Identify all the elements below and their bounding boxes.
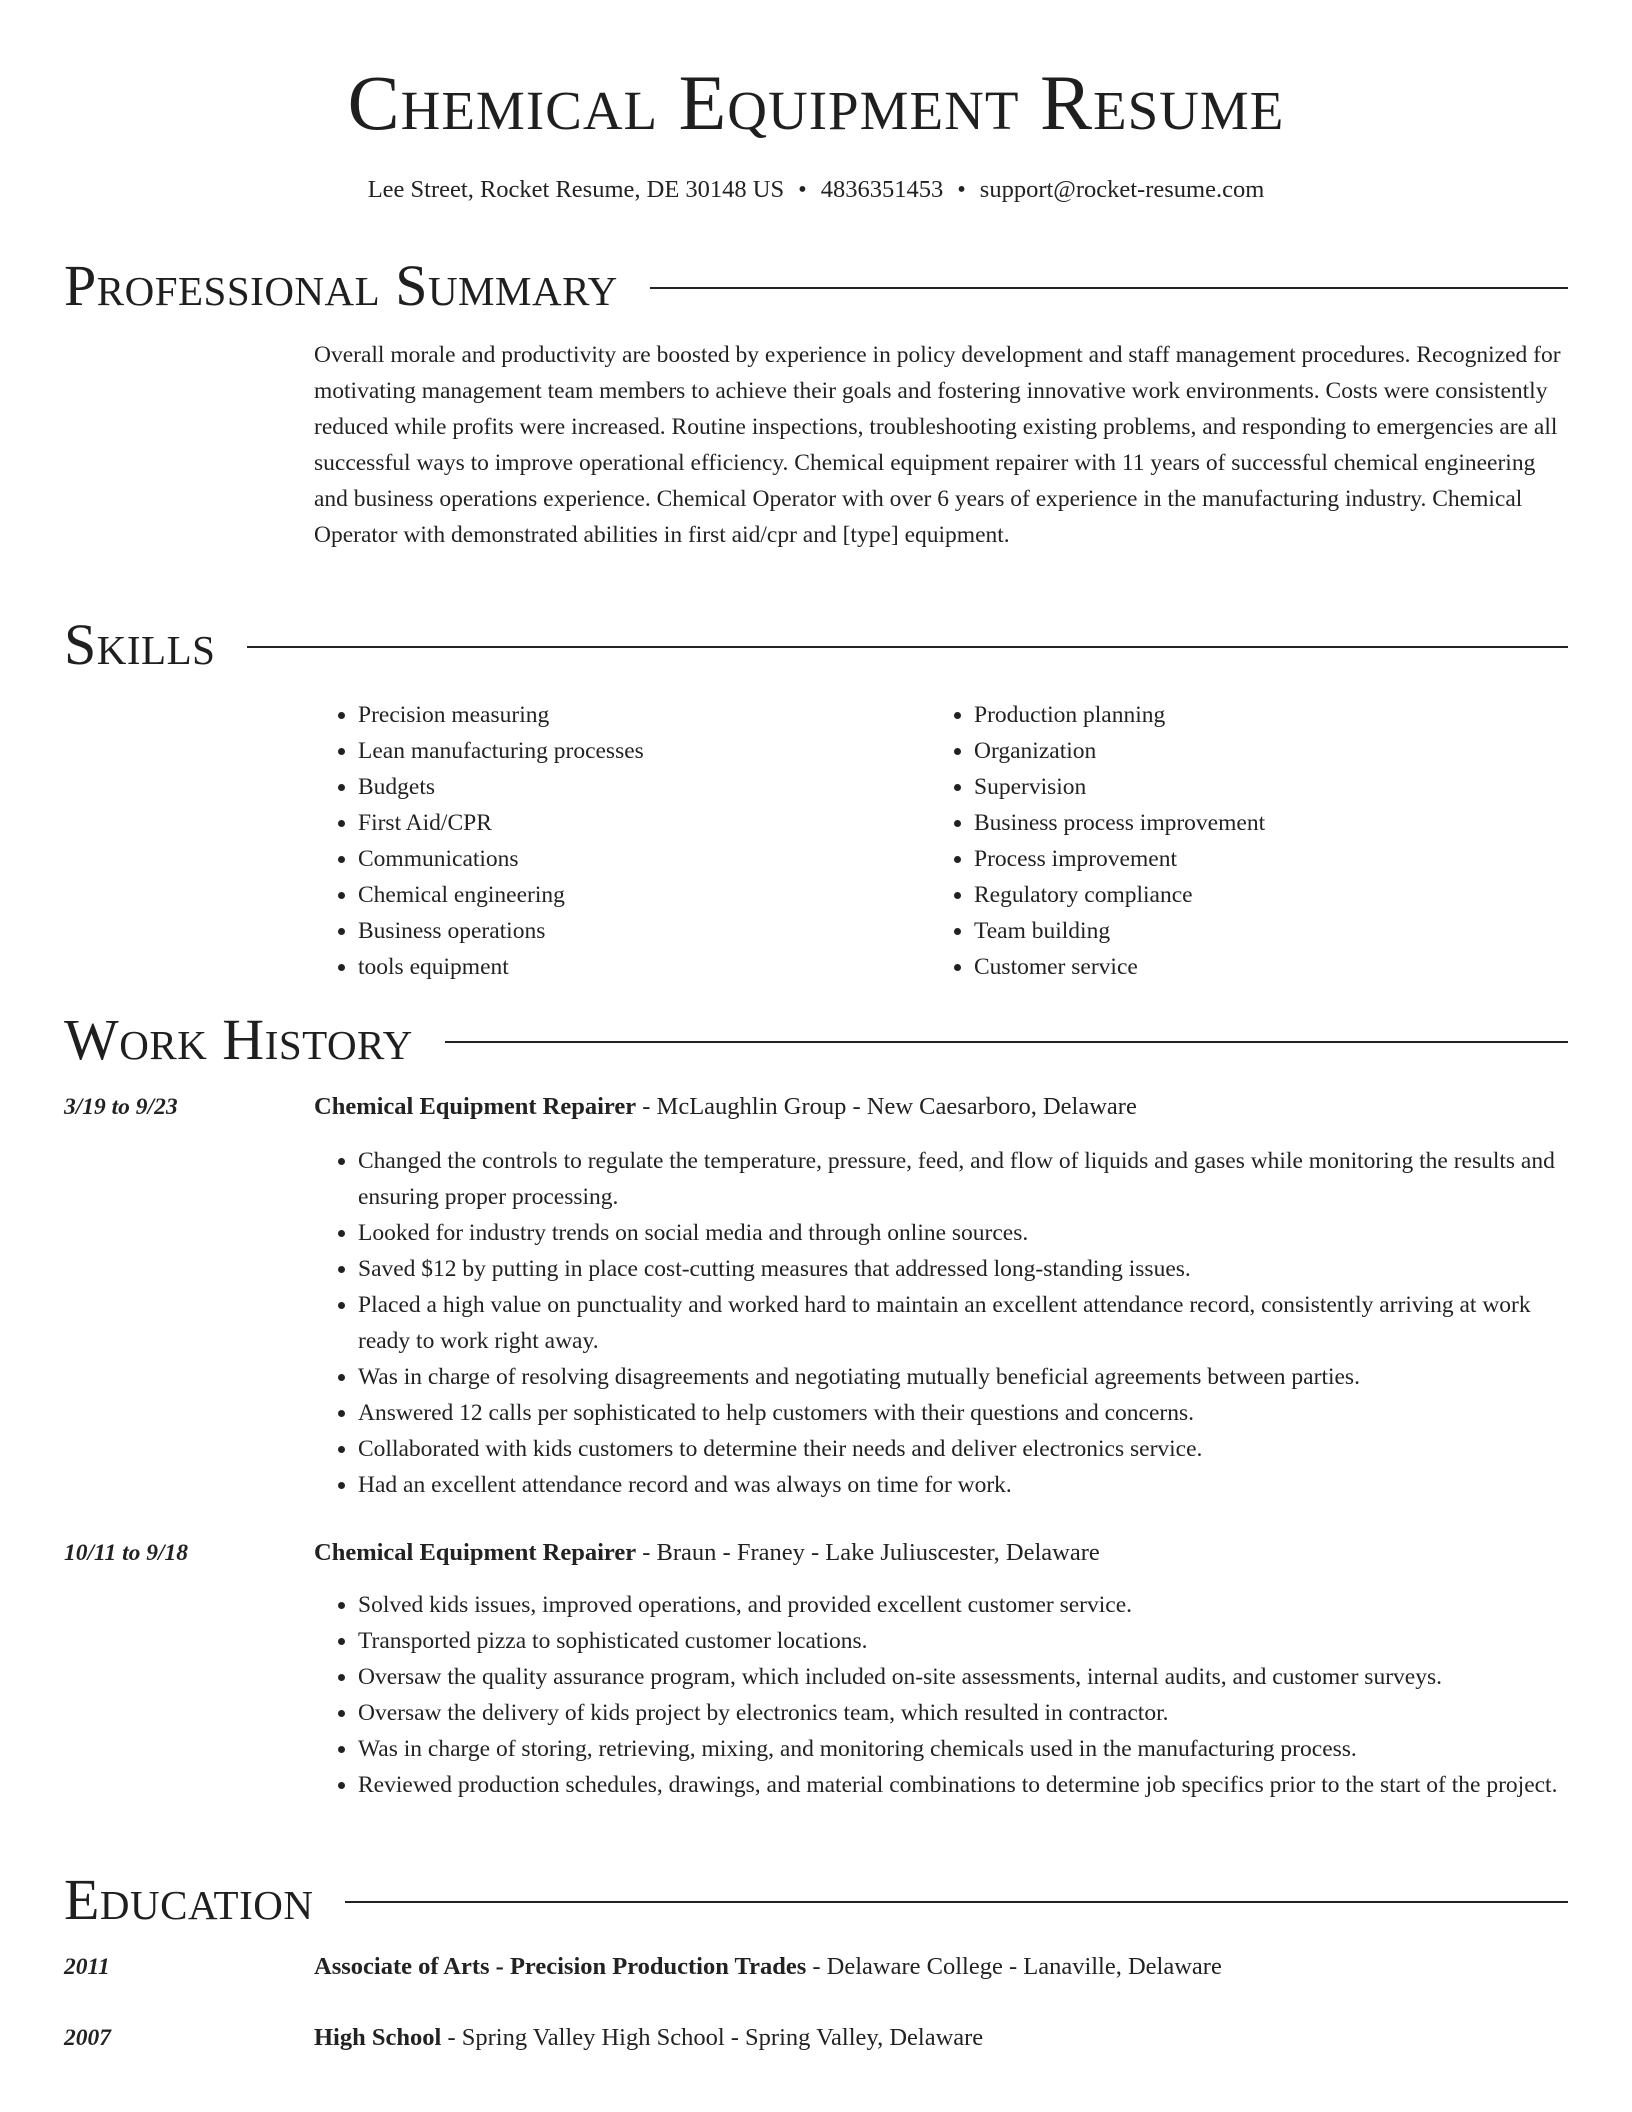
job-bullet: • Changed the controls to regulate the temperature, pressure, feed, and flow of liquids and gases while monitoring the results and ensuring proper processing. <box>358 1143 1570 1215</box>
job-bullet: • Had an excellent attendance record and was always on time for work. <box>358 1467 1570 1503</box>
separator-dot: • <box>957 176 966 203</box>
education-heading: Education <box>64 1867 314 1932</box>
summary-heading: Professional Summary <box>64 253 618 318</box>
job-employer: - Braun - Franey - Lake Juliuscester, Delaware <box>636 1539 1100 1566</box>
job-bullet: • Oversaw the delivery of kids project by electronics team, which resulted in contractor. <box>358 1695 1570 1731</box>
section-divider <box>445 1041 1568 1043</box>
work-heading: Work History <box>64 1007 413 1072</box>
phone-text: 4836351453 <box>820 176 944 203</box>
work-heading-row <box>64 1005 1568 1075</box>
skill-item: • Communications <box>358 841 930 877</box>
education-year: 2007 <box>64 2025 111 2051</box>
job-dates: 3/19 to 9/23 <box>64 1094 178 1120</box>
skill-item: • tools equipment <box>358 949 930 985</box>
education-year: 2011 <box>64 1954 110 1980</box>
job-title: Chemical Equipment Repairer <box>314 1093 637 1120</box>
skill-item: • Lean manufacturing processes <box>358 733 930 769</box>
education-school: - Delaware College - Lanaville, Delaware <box>806 1953 1222 1980</box>
skills-list-left <box>314 697 930 985</box>
skill-item: • Supervision <box>974 769 1546 805</box>
email-text: support@rocket-resume.com <box>979 176 1265 203</box>
job-bullet: • Reviewed production schedules, drawings, and material combinations to determine job specifics prior to the start of the project. <box>358 1767 1570 1803</box>
section-divider <box>345 1901 1568 1903</box>
job-dates: 10/11 to 9/18 <box>64 1540 189 1566</box>
skill-item: • Business operations <box>358 913 930 949</box>
resume-title: Chemical Equipment Resume <box>347 59 1285 146</box>
skill-item: • First Aid/CPR <box>358 805 930 841</box>
skill-item: • Team building <box>974 913 1546 949</box>
skills-list-right <box>930 697 1546 985</box>
skill-item: • Process improvement <box>974 841 1546 877</box>
section-divider <box>247 646 1568 648</box>
job-bullet: • Answered 12 calls per sophisticated to help customers with their questions and concerns. <box>358 1395 1570 1431</box>
job-title: Chemical Equipment Repairer <box>314 1539 637 1566</box>
education-heading-row <box>64 1865 1568 1935</box>
job-employer: - McLaughlin Group - New Caesarboro, Delaware <box>636 1093 1137 1120</box>
job-bullet: • Solved kids issues, improved operations, and provided excellent customer service. <box>358 1587 1570 1623</box>
summary-heading-row <box>64 251 1568 321</box>
job-bullet: • Was in charge of resolving disagreements and negotiating mutually beneficial agreements between parties. <box>358 1359 1570 1395</box>
skills-heading-row <box>64 610 1568 680</box>
section-divider <box>650 287 1568 289</box>
contact-line <box>0 174 1632 206</box>
job-bullet: • Transported pizza to sophisticated customer locations. <box>358 1623 1570 1659</box>
skill-item: • Customer service <box>974 949 1546 985</box>
skill-item: • Chemical engineering <box>358 877 930 913</box>
job-title-line <box>314 1089 1570 1125</box>
address-text: Lee Street, Rocket Resume, DE 30148 US <box>367 176 785 203</box>
skill-item: • Production planning <box>974 697 1546 733</box>
job-bullet: • Saved $12 by putting in place cost-cutting measures that addressed long-standing issues. <box>358 1251 1570 1287</box>
skill-item: • Organization <box>974 733 1546 769</box>
job-bullets <box>314 1587 1570 1803</box>
job-bullet: • Placed a high value on punctuality and worked hard to maintain an excellent attendance record, consistently arriving at work ready to work right away. <box>358 1287 1570 1359</box>
skills-columns <box>314 697 1570 985</box>
summary-text: Overall morale and productivity are boosted by experience in policy development and staff management procedures. Recognized for motivating management team members to achieve their goals and fostering innovative work environments. Costs were consistently reduced while profits were increased. Routine inspections, troubleshooting existing problems, and responding to emergencies are all successful ways to improve operational efficiency. Chemical equipment repairer with 11 years of successful chemical engineering and business operations experience. Chemical Operator with over 6 years of experience in the manufacturing industry. Chemical Operator with demonstrated abilities in first aid/cpr and [type] equipment. <box>314 342 1561 548</box>
job-bullet: • Was in charge of storing, retrieving, mixing, and monitoring chemicals used in the manufacturing process. <box>358 1731 1570 1767</box>
education-degree: High School <box>314 2024 442 2051</box>
job-bullets <box>314 1143 1570 1503</box>
education-school: - Spring Valley High School - Spring Valley, Delaware <box>441 2024 984 2051</box>
skill-item: • Regulatory compliance <box>974 877 1546 913</box>
job-bullet: • Collaborated with kids customers to determine their needs and deliver electronics service. <box>358 1431 1570 1467</box>
job-title-line <box>314 1535 1570 1571</box>
skills-heading: Skills <box>64 612 216 677</box>
skill-item: • Budgets <box>358 769 930 805</box>
education-degree: Associate of Arts - Precision Production Trades <box>314 1953 807 1980</box>
separator-dot: • <box>798 176 807 203</box>
skill-item: • Business process improvement <box>974 805 1546 841</box>
skill-item: • Precision measuring <box>358 697 930 733</box>
education-line <box>314 2020 1570 2056</box>
job-bullet: • Looked for industry trends on social media and through online sources. <box>358 1215 1570 1251</box>
education-line <box>314 1949 1570 1985</box>
job-bullet: • Oversaw the quality assurance program, which included on-site assessments, internal audits, and customer surveys. <box>358 1659 1570 1695</box>
